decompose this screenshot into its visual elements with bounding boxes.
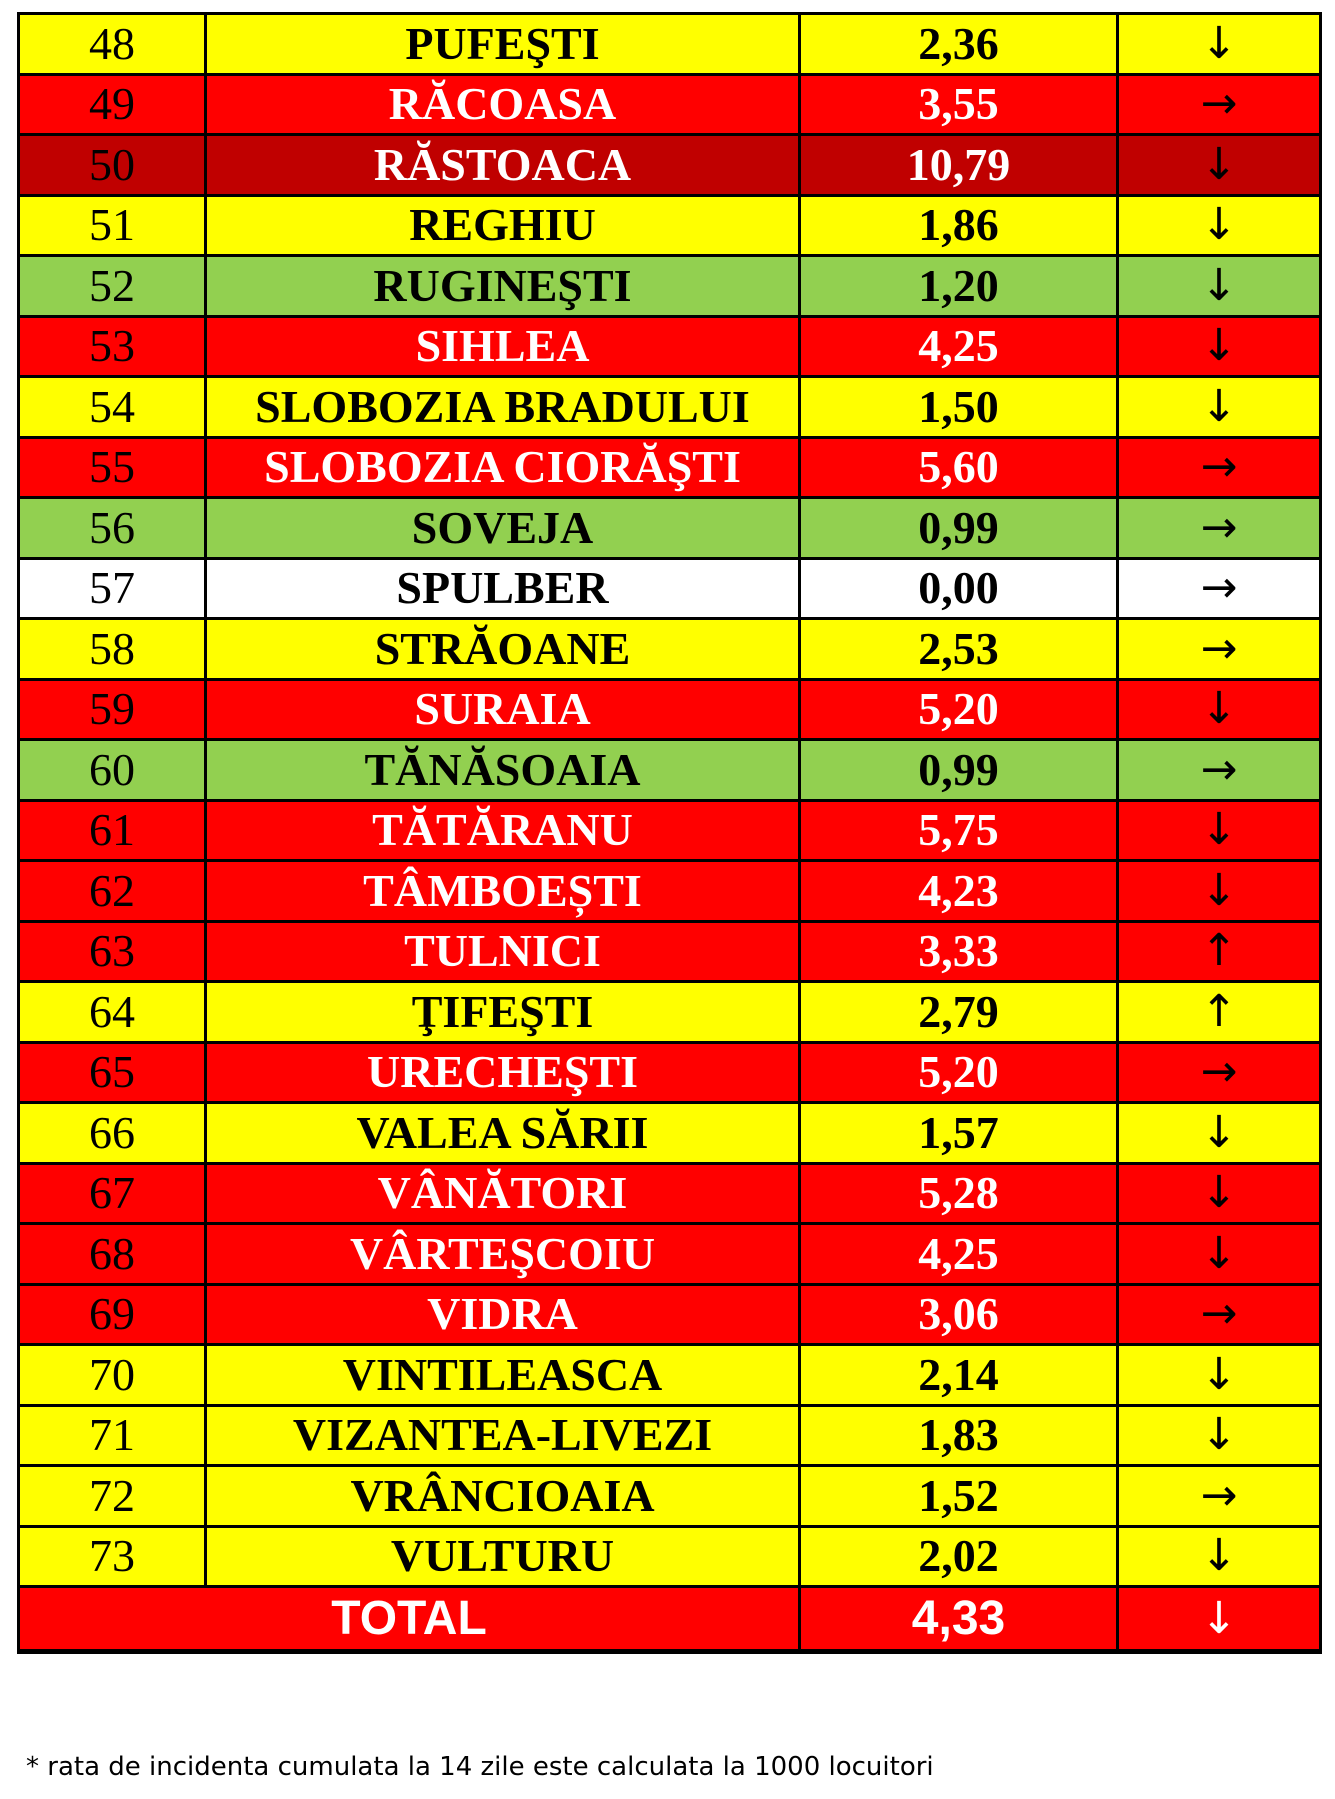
table-row [19,861,1321,922]
locality-name: TĂTĂRANU [206,800,800,861]
incidence-value: 0,00 [800,558,1118,619]
footnote: * rata de incidenta cumulata la 14 zile este calculata la 1000 locuitori [26,1752,934,1782]
row-number: 62 [19,861,206,922]
row-number: 54 [19,377,206,438]
locality-name: REGHIU [206,195,800,256]
locality-name: STRĂOANE [206,619,800,680]
locality-name: RĂCOASA [206,74,800,135]
trend-arrow-icon: ↓ [1118,1526,1321,1587]
row-number: 71 [19,1405,206,1466]
incidence-value: 3,33 [800,921,1118,982]
incidence-value: 2,14 [800,1345,1118,1406]
incidence-value: 1,50 [800,377,1118,438]
trend-arrow-icon: ↑ [1118,982,1321,1043]
incidence-value: 1,52 [800,1466,1118,1527]
table-row [19,740,1321,801]
locality-name: VRÂNCIOAIA [206,1466,800,1527]
trend-arrow-icon: → [1118,619,1321,680]
trend-arrow-icon: ↓ [1118,256,1321,317]
incidence-value: 4,23 [800,861,1118,922]
trend-arrow-icon: ↓ [1118,377,1321,438]
trend-arrow-icon: → [1118,437,1321,498]
total-label: TOTAL [19,1587,800,1652]
row-number: 55 [19,437,206,498]
trend-arrow-icon: ↓ [1118,1163,1321,1224]
locality-name: VIZANTEA-LIVEZI [206,1405,800,1466]
row-number: 64 [19,982,206,1043]
row-number: 67 [19,1163,206,1224]
incidence-value: 5,60 [800,437,1118,498]
trend-arrow-icon: → [1118,740,1321,801]
incidence-value: 4,25 [800,1224,1118,1285]
locality-name: SURAIA [206,679,800,740]
trend-arrow-icon: → [1118,1466,1321,1527]
table-row [19,679,1321,740]
row-number: 51 [19,195,206,256]
incidence-value: 10,79 [800,135,1118,196]
trend-arrow-icon: ↓ [1118,135,1321,196]
trend-arrow-icon: ↓ [1118,14,1321,75]
table-row [19,800,1321,861]
incidence-value: 5,28 [800,1163,1118,1224]
table-row [19,1526,1321,1587]
locality-name: SPULBER [206,558,800,619]
incidence-value: 1,83 [800,1405,1118,1466]
row-number: 57 [19,558,206,619]
incidence-value: 2,02 [800,1526,1118,1587]
locality-name: TULNICI [206,921,800,982]
table-row [19,498,1321,559]
locality-name: SLOBOZIA BRADULUI [206,377,800,438]
trend-arrow-icon: → [1118,1042,1321,1103]
table-row [19,14,1321,75]
row-number: 70 [19,1345,206,1406]
row-number: 49 [19,74,206,135]
incidence-value: 1,86 [800,195,1118,256]
trend-arrow-icon: ↑ [1118,921,1321,982]
locality-name: VÂRTEŞCOIU [206,1224,800,1285]
table-row [19,921,1321,982]
incidence-value: 5,20 [800,679,1118,740]
incidence-value: 5,20 [800,1042,1118,1103]
locality-name: VIDRA [206,1284,800,1345]
incidence-value: 2,36 [800,14,1118,75]
incidence-value: 4,25 [800,316,1118,377]
locality-name: VALEA SĂRII [206,1103,800,1164]
trend-arrow-icon: ↓ [1118,679,1321,740]
table-row [19,619,1321,680]
trend-arrow-icon: ↓ [1118,800,1321,861]
locality-name: RUGINEŞTI [206,256,800,317]
incidence-table-body [19,14,1321,1587]
locality-name: RĂSTOACA [206,135,800,196]
table-row [19,377,1321,438]
table-row [19,1405,1321,1466]
table-row [19,982,1321,1043]
table-row [19,1224,1321,1285]
trend-arrow-icon: ↓ [1118,1345,1321,1406]
trend-arrow-icon: ↓ [1118,316,1321,377]
row-number: 68 [19,1224,206,1285]
incidence-value: 5,75 [800,800,1118,861]
trend-arrow-icon: → [1118,558,1321,619]
incidence-value: 1,20 [800,256,1118,317]
table-row [19,74,1321,135]
locality-name: TĂNĂSOAIA [206,740,800,801]
row-number: 73 [19,1526,206,1587]
table-row [19,437,1321,498]
incidence-value: 3,06 [800,1284,1118,1345]
table-row [19,316,1321,377]
table-row [19,256,1321,317]
row-number: 61 [19,800,206,861]
row-number: 63 [19,921,206,982]
trend-arrow-icon: ↓ [1118,861,1321,922]
row-number: 60 [19,740,206,801]
row-number: 58 [19,619,206,680]
table-row [19,1163,1321,1224]
incidence-value: 1,57 [800,1103,1118,1164]
locality-name: PUFEŞTI [206,14,800,75]
locality-name: SOVEJA [206,498,800,559]
incidence-value: 0,99 [800,740,1118,801]
locality-name: VINTILEASCA [206,1345,800,1406]
table-row [19,195,1321,256]
incidence-value: 2,79 [800,982,1118,1043]
locality-name: ŢIFEŞTI [206,982,800,1043]
trend-arrow-icon: → [1118,498,1321,559]
row-number: 59 [19,679,206,740]
incidence-table [17,12,1322,1654]
table-row [19,135,1321,196]
table-row [19,1103,1321,1164]
row-number: 72 [19,1466,206,1527]
incidence-value: 2,53 [800,619,1118,680]
row-number: 56 [19,498,206,559]
locality-name: VÂNĂTORI [206,1163,800,1224]
row-number: 50 [19,135,206,196]
row-number: 52 [19,256,206,317]
locality-name: URECHEŞTI [206,1042,800,1103]
row-number: 65 [19,1042,206,1103]
trend-arrow-icon: → [1118,74,1321,135]
row-number: 66 [19,1103,206,1164]
incidence-table-wrapper [17,12,1319,1654]
table-row [19,1042,1321,1103]
table-row [19,1345,1321,1406]
trend-arrow-icon: ↓ [1118,1405,1321,1466]
row-number: 69 [19,1284,206,1345]
table-row [19,1466,1321,1527]
table-row [19,1284,1321,1345]
locality-name: VULTURU [206,1526,800,1587]
trend-arrow-icon: → [1118,1284,1321,1345]
total-value: 4,33 [800,1587,1118,1652]
trend-arrow-icon: ↓ [1118,1224,1321,1285]
total-row [19,1587,1321,1652]
locality-name: SLOBOZIA CIORĂŞTI [206,437,800,498]
total-trend-arrow-icon: ↓ [1118,1587,1321,1652]
incidence-value: 0,99 [800,498,1118,559]
locality-name: SIHLEA [206,316,800,377]
row-number: 48 [19,14,206,75]
table-row [19,558,1321,619]
row-number: 53 [19,316,206,377]
locality-name: TÂMBOEȘTI [206,861,800,922]
incidence-value: 3,55 [800,74,1118,135]
trend-arrow-icon: ↓ [1118,1103,1321,1164]
trend-arrow-icon: ↓ [1118,195,1321,256]
